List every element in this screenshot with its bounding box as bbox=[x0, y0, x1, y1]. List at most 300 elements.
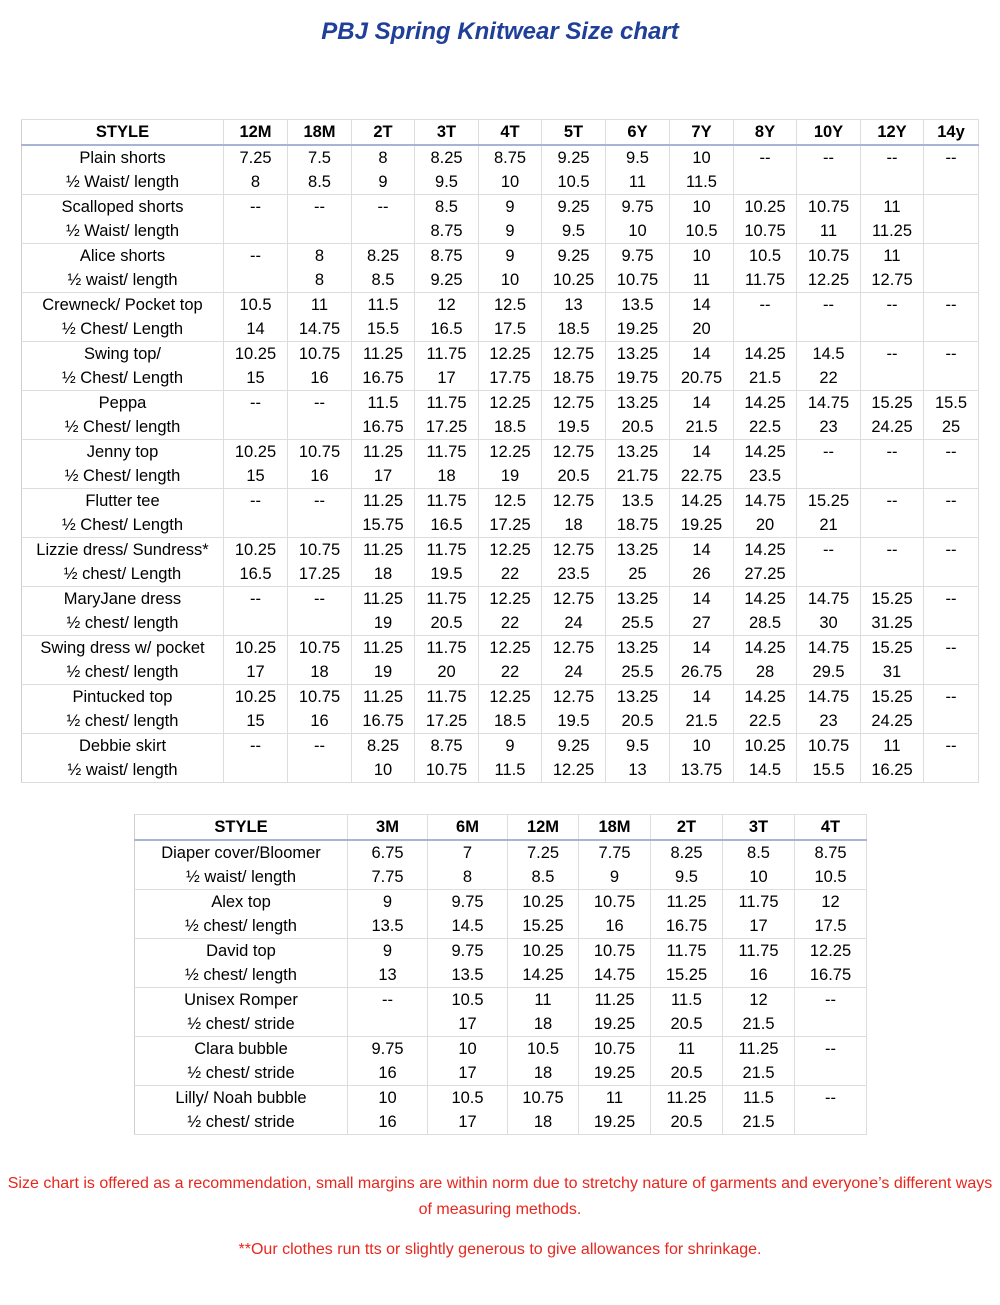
size-value-cell: 10.75 bbox=[606, 268, 670, 293]
size-value-cell: 13.25 bbox=[606, 685, 670, 710]
size-value-cell: 23.5 bbox=[542, 562, 606, 587]
size-value-cell: -- bbox=[224, 195, 288, 220]
size-value-cell bbox=[224, 219, 288, 244]
size-value-cell: 7.25 bbox=[508, 840, 579, 865]
size-value-cell: 11.25 bbox=[723, 1037, 795, 1062]
size-value-cell: 11.5 bbox=[352, 293, 415, 318]
size-value-cell bbox=[348, 1012, 428, 1037]
size-value-cell: 19 bbox=[352, 611, 415, 636]
size-value-cell: 12.25 bbox=[797, 268, 861, 293]
size-value-cell: 9 bbox=[352, 170, 415, 195]
style-name-cell: Jenny top bbox=[22, 440, 224, 465]
size-value-cell: 16 bbox=[288, 366, 352, 391]
size-value-cell: -- bbox=[861, 440, 924, 465]
size-value-cell: 13.5 bbox=[606, 293, 670, 318]
size-value-cell: 11.75 bbox=[723, 939, 795, 964]
size-value-cell: -- bbox=[924, 587, 979, 612]
size-value-cell: 9.75 bbox=[428, 890, 508, 915]
measurement-label-cell: ½ chest/ length bbox=[22, 660, 224, 685]
size-value-cell: 11 bbox=[670, 268, 734, 293]
size-value-cell: 9.75 bbox=[428, 939, 508, 964]
size-value-cell: 7.5 bbox=[288, 145, 352, 170]
size-value-cell: -- bbox=[734, 145, 797, 170]
size-value-cell: 13.25 bbox=[606, 391, 670, 416]
size-value-cell: 31.25 bbox=[861, 611, 924, 636]
size-value-cell: 10.5 bbox=[734, 244, 797, 269]
size-value-cell: 14 bbox=[670, 293, 734, 318]
size-value-cell bbox=[734, 317, 797, 342]
measurement-row bbox=[22, 758, 979, 783]
style-name-cell: Diaper cover/Bloomer bbox=[135, 840, 348, 865]
size-value-cell bbox=[861, 562, 924, 587]
size-value-cell: 16.5 bbox=[224, 562, 288, 587]
size-value-cell: 14 bbox=[670, 685, 734, 710]
measurement-row bbox=[135, 865, 867, 890]
size-value-cell: 25.5 bbox=[606, 611, 670, 636]
size-value-cell bbox=[734, 170, 797, 195]
size-value-cell: 9 bbox=[579, 865, 651, 890]
size-value-cell: 14.75 bbox=[734, 489, 797, 514]
size-value-cell: 8.5 bbox=[352, 268, 415, 293]
size-value-cell: 8.5 bbox=[723, 840, 795, 865]
size-value-cell: 18.75 bbox=[542, 366, 606, 391]
size-value-cell: -- bbox=[224, 489, 288, 514]
size-value-cell: 9.25 bbox=[542, 734, 606, 759]
column-header-size: 6M bbox=[428, 815, 508, 841]
size-value-cell: 8 bbox=[224, 170, 288, 195]
size-value-cell: 18 bbox=[288, 660, 352, 685]
style-name-cell: Crewneck/ Pocket top bbox=[22, 293, 224, 318]
size-value-cell: 29.5 bbox=[797, 660, 861, 685]
size-value-cell bbox=[924, 611, 979, 636]
size-value-cell: 10.25 bbox=[734, 734, 797, 759]
size-value-cell: 10.25 bbox=[224, 685, 288, 710]
size-value-cell: 13.75 bbox=[670, 758, 734, 783]
size-value-cell: 15.25 bbox=[861, 685, 924, 710]
column-header-size: 7Y bbox=[670, 120, 734, 146]
style-row bbox=[22, 734, 979, 759]
size-value-cell: 18.5 bbox=[542, 317, 606, 342]
size-value-cell: -- bbox=[288, 587, 352, 612]
size-value-cell: 6.75 bbox=[348, 840, 428, 865]
size-value-cell: 20.5 bbox=[651, 1061, 723, 1086]
size-value-cell: 14 bbox=[670, 391, 734, 416]
size-value-cell: -- bbox=[861, 489, 924, 514]
size-value-cell: 12.75 bbox=[542, 342, 606, 367]
size-value-cell bbox=[924, 170, 979, 195]
size-value-cell: -- bbox=[224, 734, 288, 759]
size-value-cell bbox=[924, 195, 979, 220]
size-value-cell: -- bbox=[795, 1086, 867, 1111]
size-value-cell: 16 bbox=[348, 1110, 428, 1135]
header-row bbox=[22, 120, 979, 146]
size-value-cell: 14 bbox=[670, 587, 734, 612]
style-row bbox=[135, 1086, 867, 1111]
size-value-cell bbox=[924, 513, 979, 538]
size-value-cell: 15.25 bbox=[797, 489, 861, 514]
style-row bbox=[22, 293, 979, 318]
size-value-cell: 17.5 bbox=[795, 914, 867, 939]
size-value-cell bbox=[861, 170, 924, 195]
measurement-row bbox=[22, 170, 979, 195]
size-value-cell: 11.25 bbox=[352, 587, 415, 612]
size-value-cell: 10 bbox=[723, 865, 795, 890]
size-value-cell: 15.5 bbox=[352, 317, 415, 342]
size-value-cell: 9.5 bbox=[606, 734, 670, 759]
size-value-cell: -- bbox=[797, 145, 861, 170]
size-value-cell: 7.75 bbox=[348, 865, 428, 890]
measurement-label-cell: ½ chest/ length bbox=[135, 963, 348, 988]
size-value-cell: 15 bbox=[224, 464, 288, 489]
size-value-cell: 22 bbox=[479, 611, 542, 636]
size-value-cell: 21.5 bbox=[723, 1012, 795, 1037]
measurement-row bbox=[135, 1012, 867, 1037]
size-value-cell: 8.25 bbox=[352, 244, 415, 269]
size-value-cell: 12.25 bbox=[479, 391, 542, 416]
style-row bbox=[135, 840, 867, 865]
size-value-cell: 19.5 bbox=[542, 415, 606, 440]
size-value-cell bbox=[224, 268, 288, 293]
style-row bbox=[135, 939, 867, 964]
size-value-cell: 10.75 bbox=[288, 685, 352, 710]
size-value-cell: -- bbox=[288, 195, 352, 220]
measurement-label-cell: ½ Chest/ length bbox=[22, 464, 224, 489]
size-value-cell: 12 bbox=[795, 890, 867, 915]
size-value-cell: 10.75 bbox=[288, 636, 352, 661]
size-value-cell bbox=[861, 464, 924, 489]
size-value-cell: 11.75 bbox=[415, 440, 479, 465]
size-value-cell: 10.75 bbox=[579, 1037, 651, 1062]
size-value-cell: -- bbox=[224, 587, 288, 612]
size-value-cell: 13.25 bbox=[606, 636, 670, 661]
measurement-label-cell: ½ chest/ stride bbox=[135, 1110, 348, 1135]
measurement-row bbox=[22, 562, 979, 587]
size-value-cell: 24.25 bbox=[861, 415, 924, 440]
size-value-cell: 10.75 bbox=[415, 758, 479, 783]
size-value-cell: 11 bbox=[861, 195, 924, 220]
size-value-cell: 16 bbox=[579, 914, 651, 939]
size-value-cell: 10.75 bbox=[288, 440, 352, 465]
size-value-cell: 11.75 bbox=[415, 538, 479, 563]
size-value-cell: 8.5 bbox=[508, 865, 579, 890]
size-value-cell: 27.25 bbox=[734, 562, 797, 587]
size-value-cell: 24 bbox=[542, 660, 606, 685]
size-value-cell: 11.25 bbox=[352, 342, 415, 367]
size-value-cell: 12.75 bbox=[542, 538, 606, 563]
size-value-cell: 9.5 bbox=[606, 145, 670, 170]
size-value-cell: 22 bbox=[479, 562, 542, 587]
size-value-cell bbox=[924, 709, 979, 734]
size-value-cell: 21.5 bbox=[723, 1110, 795, 1135]
size-value-cell: 10 bbox=[348, 1086, 428, 1111]
size-value-cell: 14.5 bbox=[428, 914, 508, 939]
size-value-cell: 19 bbox=[352, 660, 415, 685]
size-value-cell: 14 bbox=[670, 342, 734, 367]
size-value-cell: 14.25 bbox=[508, 963, 579, 988]
size-value-cell: 11.25 bbox=[579, 988, 651, 1013]
size-value-cell: -- bbox=[924, 636, 979, 661]
measurement-label-cell: ½ waist/ length bbox=[22, 758, 224, 783]
size-value-cell: 11.25 bbox=[352, 440, 415, 465]
size-value-cell: 15.25 bbox=[861, 636, 924, 661]
size-value-cell: -- bbox=[861, 342, 924, 367]
size-value-cell: 9.25 bbox=[542, 145, 606, 170]
measurement-row bbox=[135, 1061, 867, 1086]
size-value-cell: 7 bbox=[428, 840, 508, 865]
size-value-cell: 13 bbox=[542, 293, 606, 318]
size-value-cell: 21.5 bbox=[734, 366, 797, 391]
size-value-cell: 16.5 bbox=[415, 513, 479, 538]
size-value-cell: -- bbox=[795, 1037, 867, 1062]
style-name-cell: Debbie skirt bbox=[22, 734, 224, 759]
size-value-cell bbox=[924, 660, 979, 685]
size-value-cell: 13.25 bbox=[606, 342, 670, 367]
size-value-cell: 19.25 bbox=[579, 1110, 651, 1135]
measurement-label-cell: ½ Waist/ length bbox=[22, 219, 224, 244]
size-value-cell: 19.25 bbox=[579, 1061, 651, 1086]
size-value-cell: 16.75 bbox=[352, 415, 415, 440]
size-value-cell: -- bbox=[861, 538, 924, 563]
size-value-cell: 8.25 bbox=[415, 145, 479, 170]
size-value-cell: 11.75 bbox=[734, 268, 797, 293]
size-value-cell: 14 bbox=[670, 636, 734, 661]
size-value-cell bbox=[861, 513, 924, 538]
style-row bbox=[22, 685, 979, 710]
size-value-cell: -- bbox=[924, 293, 979, 318]
measurement-label-cell: ½ Chest/ Length bbox=[22, 366, 224, 391]
size-value-cell: 19.25 bbox=[579, 1012, 651, 1037]
size-value-cell: 10.25 bbox=[508, 890, 579, 915]
size-value-cell bbox=[924, 219, 979, 244]
size-value-cell: 28.5 bbox=[734, 611, 797, 636]
size-value-cell: 11.75 bbox=[415, 489, 479, 514]
size-value-cell: -- bbox=[797, 538, 861, 563]
size-value-cell: 15.25 bbox=[651, 963, 723, 988]
size-value-cell bbox=[224, 415, 288, 440]
size-chart-table-baby bbox=[134, 814, 867, 1135]
size-value-cell: 16.75 bbox=[352, 709, 415, 734]
size-value-cell: 9.75 bbox=[606, 244, 670, 269]
size-value-cell: 11 bbox=[606, 170, 670, 195]
column-header-size: 3T bbox=[415, 120, 479, 146]
style-name-cell: Unisex Romper bbox=[135, 988, 348, 1013]
size-value-cell: 17 bbox=[224, 660, 288, 685]
size-value-cell: 14.25 bbox=[670, 489, 734, 514]
size-value-cell: 12.25 bbox=[479, 685, 542, 710]
size-value-cell: 8 bbox=[288, 244, 352, 269]
measurement-row bbox=[22, 317, 979, 342]
size-value-cell bbox=[288, 611, 352, 636]
size-value-cell bbox=[288, 513, 352, 538]
size-value-cell bbox=[224, 758, 288, 783]
size-value-cell: 13.25 bbox=[606, 440, 670, 465]
size-value-cell: 10.75 bbox=[734, 219, 797, 244]
style-row bbox=[135, 1037, 867, 1062]
size-value-cell: 10.75 bbox=[579, 939, 651, 964]
size-value-cell: 10 bbox=[606, 219, 670, 244]
size-value-cell bbox=[924, 317, 979, 342]
size-value-cell: 13.25 bbox=[606, 538, 670, 563]
size-value-cell: 19.25 bbox=[606, 317, 670, 342]
size-value-cell: 14.5 bbox=[734, 758, 797, 783]
size-value-cell: 11 bbox=[288, 293, 352, 318]
size-value-cell: 8 bbox=[428, 865, 508, 890]
size-value-cell: 11.5 bbox=[670, 170, 734, 195]
size-value-cell bbox=[288, 415, 352, 440]
size-value-cell: 8.5 bbox=[288, 170, 352, 195]
size-value-cell: 13 bbox=[606, 758, 670, 783]
style-name-cell: Pintucked top bbox=[22, 685, 224, 710]
size-value-cell: 9.75 bbox=[348, 1037, 428, 1062]
size-disclaimer-note: Size chart is offered as a recommendation, small margins are within norm due to stretchy nature of garments and everyone’s different ways of measuring methods. bbox=[7, 1175, 993, 1218]
measurement-row bbox=[22, 219, 979, 244]
column-header-size: 2T bbox=[352, 120, 415, 146]
size-value-cell: 15.5 bbox=[797, 758, 861, 783]
measurement-label-cell: ½ chest/ length bbox=[22, 709, 224, 734]
size-value-cell: 9.5 bbox=[542, 219, 606, 244]
size-value-cell: 9.5 bbox=[415, 170, 479, 195]
size-value-cell: 21.5 bbox=[670, 709, 734, 734]
column-header-size: 8Y bbox=[734, 120, 797, 146]
size-value-cell: 13.5 bbox=[606, 489, 670, 514]
size-value-cell: 9 bbox=[479, 219, 542, 244]
size-value-cell: 22.75 bbox=[670, 464, 734, 489]
size-chart-table-main bbox=[21, 119, 979, 783]
size-value-cell: 8.75 bbox=[415, 734, 479, 759]
size-value-cell: -- bbox=[861, 293, 924, 318]
measurement-row bbox=[22, 611, 979, 636]
size-value-cell: 11.25 bbox=[352, 636, 415, 661]
style-name-cell: Clara bubble bbox=[135, 1037, 348, 1062]
measurement-row bbox=[135, 963, 867, 988]
size-value-cell: 14.75 bbox=[797, 636, 861, 661]
size-value-cell: 10.75 bbox=[288, 538, 352, 563]
style-row bbox=[22, 342, 979, 367]
size-value-cell: 19 bbox=[479, 464, 542, 489]
style-row bbox=[22, 587, 979, 612]
size-value-cell: 10.75 bbox=[797, 734, 861, 759]
size-value-cell: 10.25 bbox=[224, 636, 288, 661]
size-value-cell: 12.75 bbox=[542, 489, 606, 514]
size-value-cell: 20.5 bbox=[651, 1110, 723, 1135]
size-value-cell: 14.25 bbox=[734, 587, 797, 612]
size-value-cell: 11.75 bbox=[415, 636, 479, 661]
style-name-cell: Alex top bbox=[135, 890, 348, 915]
size-value-cell: 11.75 bbox=[723, 890, 795, 915]
size-value-cell: 12.75 bbox=[542, 391, 606, 416]
column-header-size: 3T bbox=[723, 815, 795, 841]
size-value-cell: 10.5 bbox=[224, 293, 288, 318]
size-value-cell: 11.5 bbox=[352, 391, 415, 416]
size-value-cell: 15.25 bbox=[861, 391, 924, 416]
size-value-cell: 13 bbox=[348, 963, 428, 988]
column-header-style: STYLE bbox=[22, 120, 224, 146]
size-value-cell: 26 bbox=[670, 562, 734, 587]
style-name-cell: Alice shorts bbox=[22, 244, 224, 269]
style-name-cell: Lizzie dress/ Sundress* bbox=[22, 538, 224, 563]
size-value-cell: 24 bbox=[542, 611, 606, 636]
measurement-label-cell: ½ Chest/ Length bbox=[22, 513, 224, 538]
size-value-cell: 8.75 bbox=[795, 840, 867, 865]
size-value-cell: 15.25 bbox=[508, 914, 579, 939]
measurement-row bbox=[135, 1110, 867, 1135]
style-row bbox=[22, 244, 979, 269]
size-value-cell: 20.5 bbox=[606, 709, 670, 734]
size-value-cell: 31 bbox=[861, 660, 924, 685]
size-value-cell: 25.5 bbox=[606, 660, 670, 685]
size-value-cell: -- bbox=[924, 734, 979, 759]
size-value-cell: 8.25 bbox=[651, 840, 723, 865]
size-value-cell: -- bbox=[797, 440, 861, 465]
size-value-cell: 14 bbox=[224, 317, 288, 342]
size-value-cell: 10.75 bbox=[797, 195, 861, 220]
measurement-label-cell: ½ chest/ stride bbox=[135, 1012, 348, 1037]
header-row bbox=[135, 815, 867, 841]
size-value-cell: 14.25 bbox=[734, 342, 797, 367]
measurement-row bbox=[135, 914, 867, 939]
size-value-cell: 10 bbox=[670, 195, 734, 220]
style-name-cell: Flutter tee bbox=[22, 489, 224, 514]
size-value-cell: 26.75 bbox=[670, 660, 734, 685]
size-value-cell: 9 bbox=[348, 939, 428, 964]
size-value-cell bbox=[861, 317, 924, 342]
column-header-size: 14y bbox=[924, 120, 979, 146]
size-value-cell: -- bbox=[348, 988, 428, 1013]
size-value-cell: 16 bbox=[288, 464, 352, 489]
column-header-size: 12M bbox=[224, 120, 288, 146]
size-value-cell: 19.5 bbox=[415, 562, 479, 587]
measurement-row bbox=[22, 513, 979, 538]
style-name-cell: Swing top/ bbox=[22, 342, 224, 367]
size-value-cell: 21.5 bbox=[723, 1061, 795, 1086]
size-value-cell: 8.5 bbox=[415, 195, 479, 220]
style-row bbox=[22, 391, 979, 416]
size-value-cell: 17.25 bbox=[415, 415, 479, 440]
size-value-cell: 12.75 bbox=[861, 268, 924, 293]
size-value-cell: 10.5 bbox=[542, 170, 606, 195]
size-value-cell: 9 bbox=[348, 890, 428, 915]
size-value-cell: 14.25 bbox=[734, 636, 797, 661]
style-row bbox=[22, 538, 979, 563]
size-value-cell: 10.5 bbox=[795, 865, 867, 890]
size-value-cell: 19.25 bbox=[670, 513, 734, 538]
size-value-cell: 27 bbox=[670, 611, 734, 636]
size-value-cell: 11.75 bbox=[415, 342, 479, 367]
style-name-cell: Swing dress w/ pocket bbox=[22, 636, 224, 661]
size-value-cell: 23 bbox=[797, 415, 861, 440]
size-value-cell: 18 bbox=[542, 513, 606, 538]
size-value-cell: 11 bbox=[861, 734, 924, 759]
size-value-cell: 10 bbox=[479, 170, 542, 195]
size-value-cell bbox=[224, 513, 288, 538]
size-value-cell: -- bbox=[288, 734, 352, 759]
size-value-cell bbox=[924, 758, 979, 783]
size-value-cell: 16.75 bbox=[795, 963, 867, 988]
size-value-cell: 18 bbox=[352, 562, 415, 587]
size-value-cell: 10.25 bbox=[542, 268, 606, 293]
size-value-cell: -- bbox=[224, 391, 288, 416]
size-value-cell: 10.5 bbox=[508, 1037, 579, 1062]
size-value-cell: 11.25 bbox=[861, 219, 924, 244]
size-value-cell: 12.75 bbox=[542, 636, 606, 661]
size-value-cell: 16 bbox=[288, 709, 352, 734]
size-value-cell: 8 bbox=[288, 268, 352, 293]
size-value-cell: 11.5 bbox=[479, 758, 542, 783]
size-value-cell: -- bbox=[924, 440, 979, 465]
size-value-cell: 20 bbox=[415, 660, 479, 685]
size-value-cell: 18 bbox=[508, 1061, 579, 1086]
size-value-cell: -- bbox=[352, 195, 415, 220]
